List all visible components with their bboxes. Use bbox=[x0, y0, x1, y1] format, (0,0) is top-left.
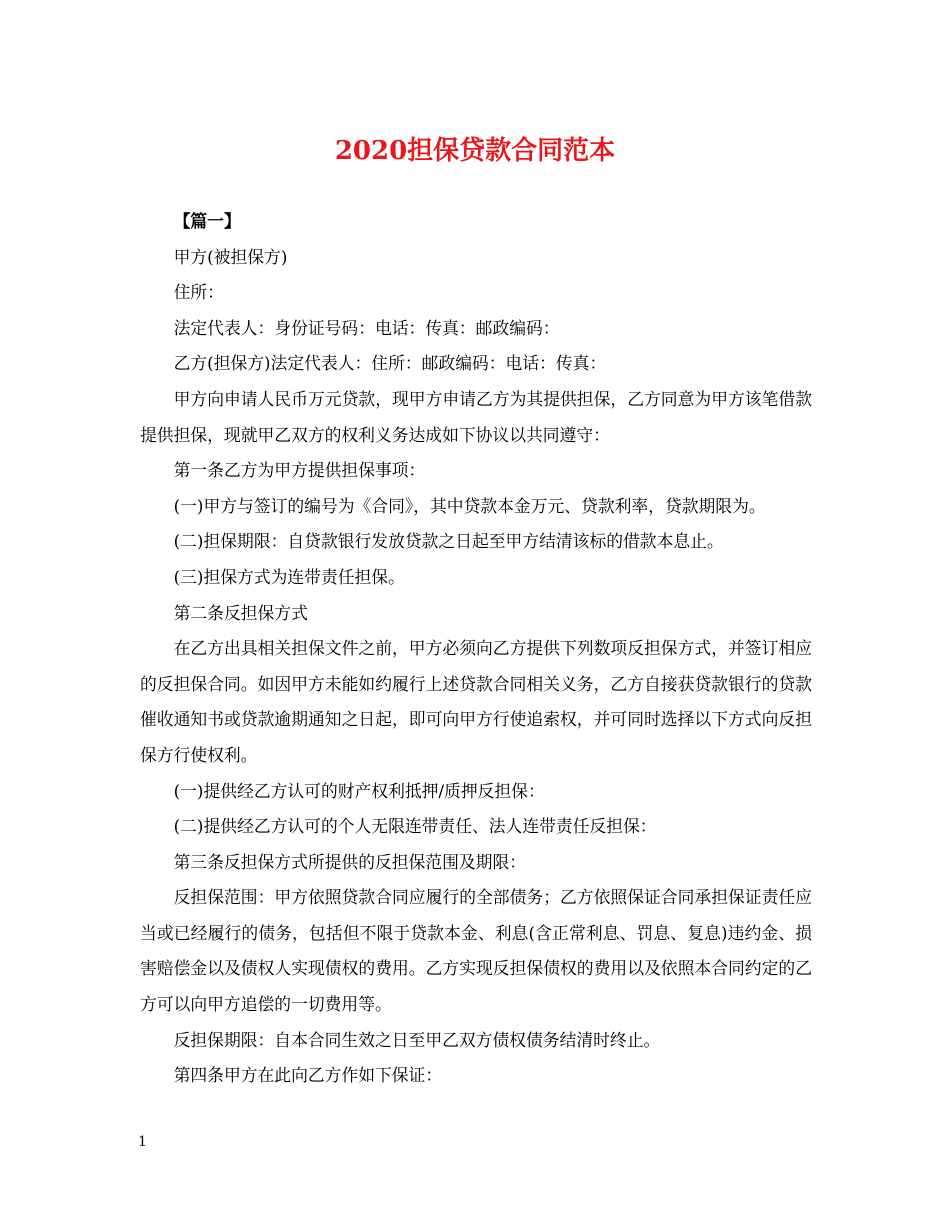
paragraph: (二)提供经乙方认可的个人无限连带责任、法人连带责任反担保： bbox=[173, 816, 657, 837]
paragraph: 乙方(担保方)法定代表人：住所：邮政编码：电话：传真： bbox=[173, 353, 607, 374]
document-body bbox=[140, 204, 812, 1094]
paragraph: 甲方(被担保方) bbox=[173, 246, 288, 267]
paragraph: 反担保期限：自本合同生效之日至甲乙双方债权债务结清时终止。 bbox=[173, 1029, 661, 1050]
paragraph: 法定代表人：身份证号码：电话：传真：邮政编码： bbox=[173, 317, 560, 338]
paragraph: (二)担保期限：自贷款银行发放贷款之日起至甲方结清该标的借款本息止。 bbox=[173, 531, 724, 552]
page-number: 1 bbox=[138, 1134, 147, 1150]
paragraph: (一)提供经乙方认可的财产权利抵押/质押反担保： bbox=[173, 780, 545, 801]
paragraph: 反担保范围：甲方依照贷款合同应履行的全部债务；乙方依照保证合同承担保证责任应当或已经履行的债务，包括但不限于贷款本金、利息(含正常利息、罚息、复息)违约金、损害赔偿金以及债权人实现债权的费用。乙方实现反担保债权的费用以及依照本合同约定的乙方可以向甲方追偿的一切费用等。 bbox=[140, 887, 812, 1015]
paragraph: 第一条乙方为甲方提供担保事项： bbox=[173, 460, 426, 481]
paragraph: (一)甲方与签订的编号为《合同》，其中贷款本金万元、贷款利率，贷款期限为。 bbox=[173, 495, 766, 516]
paragraph: 第二条反担保方式 bbox=[173, 602, 308, 623]
paragraph: (三)担保方式为连带责任担保。 bbox=[173, 566, 405, 587]
section-heading: 【篇一】 bbox=[173, 211, 241, 231]
paragraph: 甲方向申请人民币万元贷款，现甲方申请乙方为其提供担保，乙方同意为甲方该笔借款提供担保，现就甲乙双方的权利义务达成如下协议以共同遵守： bbox=[140, 388, 812, 445]
paragraph: 第四条甲方在此向乙方作如下保证： bbox=[173, 1065, 443, 1086]
paragraph: 在乙方出具相关担保文件之前，甲方必须向乙方提供下列数项反担保方式，并签订相应的反担保合同。如因甲方未能如约履行上述贷款合同相关义务，乙方自接获贷款银行的贷款催收通知书或贷款逾期通知之日起，即可向甲方行使追索权，并可同时选择以下方式向反担保方行使权利。 bbox=[140, 638, 812, 765]
document-title: 2020担保贷款合同范本 bbox=[334, 136, 616, 166]
paragraph: 住所： bbox=[173, 282, 224, 303]
paragraph: 第三条反担保方式所提供的反担保范围及期限： bbox=[173, 851, 527, 872]
